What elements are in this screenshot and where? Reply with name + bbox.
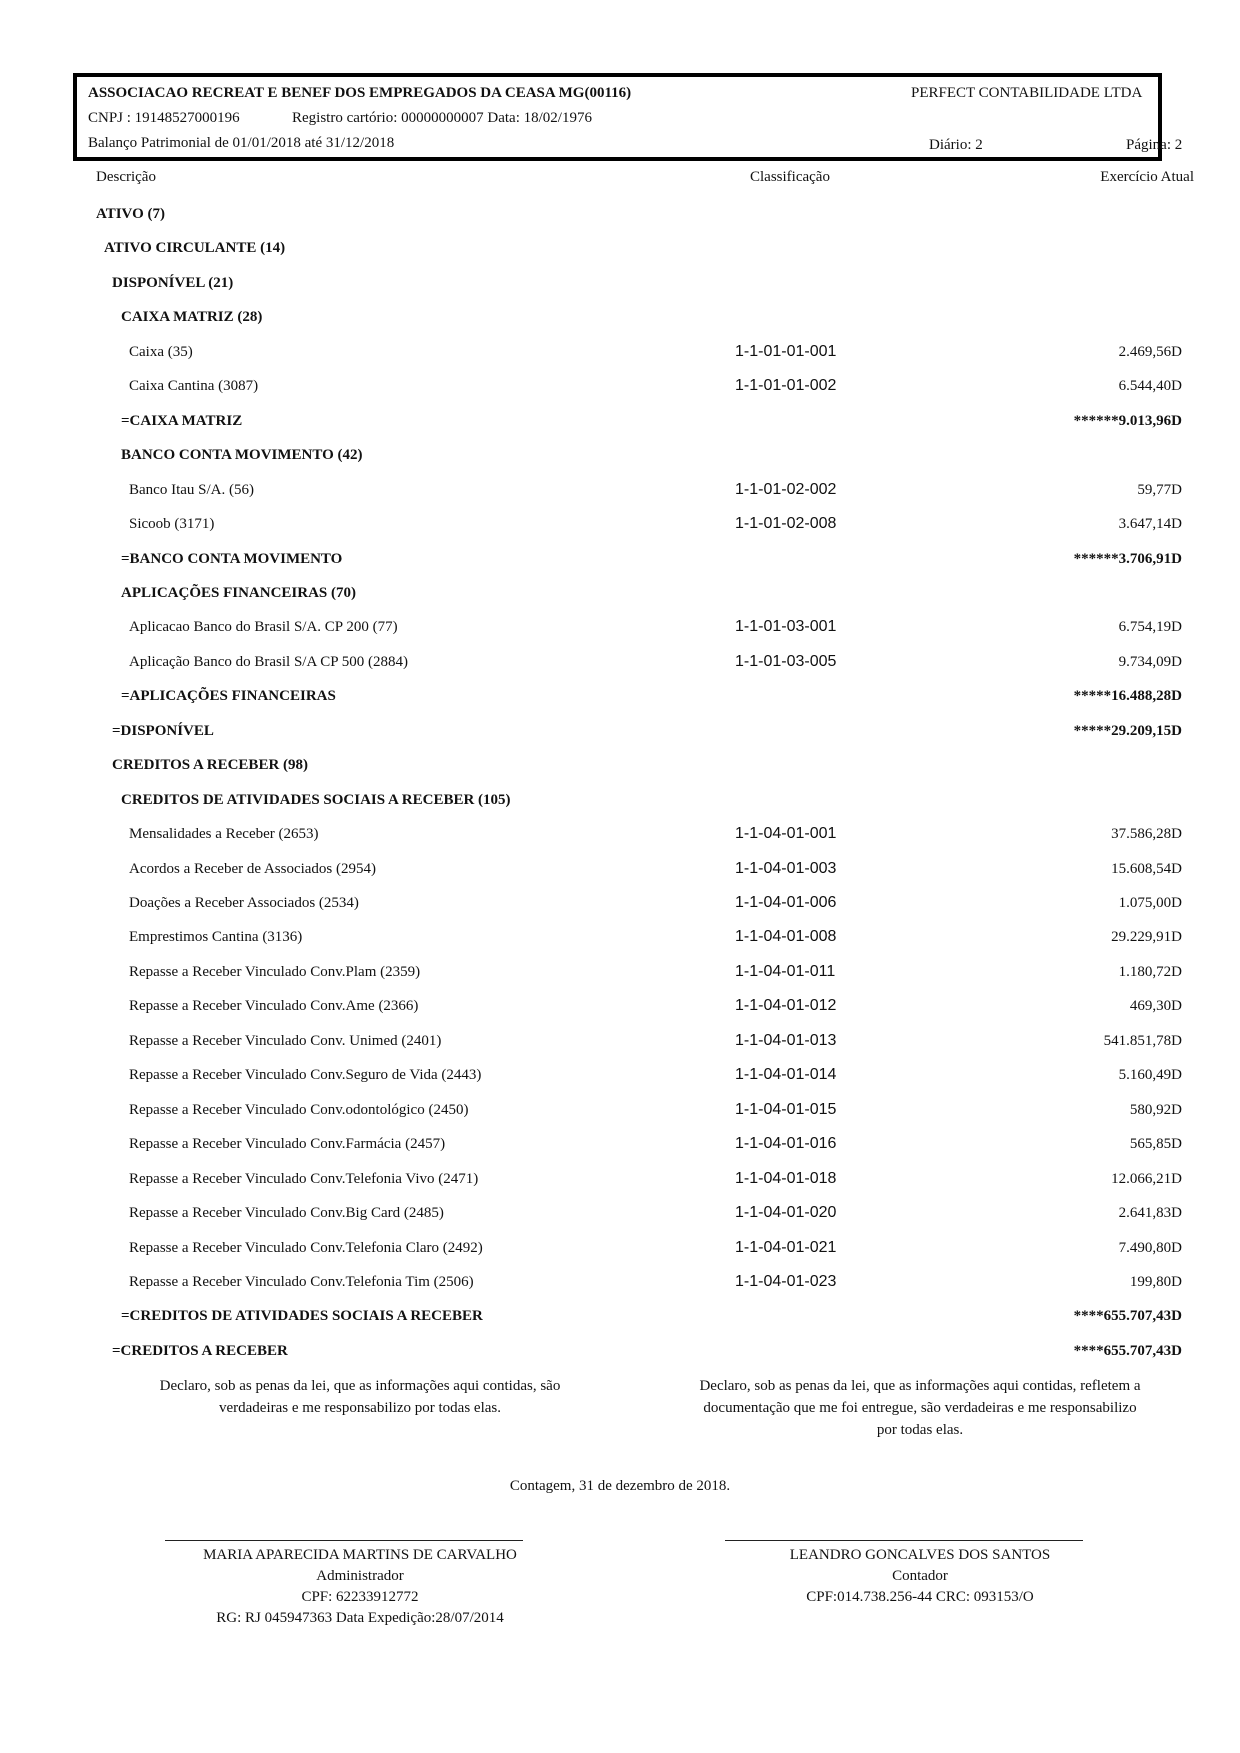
table-row — [0, 995, 1240, 1017]
account-description: =DISPONÍVEL — [112, 722, 214, 739]
account-value: 3.647,14D — [1118, 516, 1182, 533]
account-value: 2.469,56D — [1118, 343, 1182, 360]
group-header-row — [0, 203, 1240, 225]
account-classification: 1-1-01-02-008 — [735, 515, 837, 533]
table-row — [0, 1237, 1240, 1259]
account-classification: 1-1-04-01-016 — [735, 1135, 837, 1153]
table-row — [0, 479, 1240, 501]
account-value: 1.180,72D — [1118, 963, 1182, 980]
account-classification: 1-1-01-03-005 — [735, 652, 837, 670]
subtotal-row — [0, 1305, 1240, 1327]
account-description: CREDITOS A RECEBER (98) — [112, 757, 309, 774]
account-value: 1.075,00D — [1118, 895, 1182, 911]
account-classification: 1-1-04-01-003 — [735, 859, 837, 877]
signer-cpf: CPF:014.738.256-44 CRC: 093153/O — [806, 1589, 1034, 1605]
account-value: 469,30D — [1129, 998, 1182, 1015]
account-classification: 1-1-04-01-001 — [735, 825, 837, 843]
account-classification: 1-1-01-02-002 — [735, 480, 837, 498]
table-row — [0, 375, 1240, 397]
declaration-right-line: Declaro, sob as penas da lei, que as informações aqui contidas, refletem a — [699, 1378, 1141, 1394]
account-value: 5.160,49D — [1118, 1067, 1182, 1084]
table-row — [0, 616, 1240, 638]
account-value: ****655.707,43D — [1073, 1308, 1182, 1325]
account-classification: 1-1-04-01-020 — [735, 1204, 837, 1222]
subtotal-row — [0, 685, 1240, 707]
account-classification: 1-1-04-01-014 — [735, 1066, 837, 1084]
account-value: ******3.706,91D — [1073, 550, 1182, 567]
group-header-row — [0, 306, 1240, 328]
account-description: =APLICAÇÕES FINANCEIRAS — [121, 688, 336, 705]
account-value: 6.544,40D — [1118, 378, 1182, 395]
signature-block-right — [680, 1545, 1160, 1608]
account-value: ****655.707,43D — [1073, 1342, 1182, 1359]
account-description: ATIVO CIRCULANTE (14) — [104, 240, 286, 257]
table-row — [0, 892, 1240, 914]
account-value: *****29.209,15D — [1073, 722, 1182, 739]
account-value: 2.641,83D — [1118, 1205, 1182, 1222]
account-description: Repasse a Receber Vinculado Conv. Unimed (2401) — [129, 1032, 442, 1049]
signer-role: Contador — [892, 1568, 948, 1584]
account-description: Aplicacao Banco do Brasil S/A. CP 200 (77) — [129, 619, 398, 636]
account-description: Mensalidades a Receber (2653) — [129, 826, 319, 843]
signature-line-right — [725, 1540, 1083, 1541]
account-classification: 1-1-04-01-013 — [735, 1031, 837, 1049]
table-row — [0, 1099, 1240, 1121]
account-classification: 1-1-01-01-002 — [735, 377, 837, 395]
account-value: 541.851,78D — [1103, 1032, 1182, 1049]
account-description: BANCO CONTA MOVIMENTO (42) — [121, 447, 363, 464]
registry-info: Registro cartório: 00000000007 Data: 18/02/1976 — [292, 110, 592, 126]
table-row — [0, 858, 1240, 880]
account-classification: 1-1-04-01-023 — [735, 1272, 837, 1290]
account-description: Repasse a Receber Vinculado Conv.Telefonia Tim (2506) — [129, 1273, 474, 1290]
account-description: ATIVO (7) — [96, 206, 166, 222]
group-header-row — [0, 754, 1240, 776]
subtotal-row — [0, 410, 1240, 432]
account-description: CREDITOS DE ATIVIDADES SOCIAIS A RECEBER (105) — [121, 791, 511, 808]
account-description: Sicoob (3171) — [129, 516, 215, 533]
account-classification: 1-1-04-01-011 — [735, 962, 836, 980]
group-header-row — [0, 272, 1240, 294]
declaration-left-line: Declaro, sob as penas da lei, que as informações aqui contidas, são — [159, 1378, 561, 1394]
signature-line-left — [165, 1540, 523, 1541]
table-row — [0, 823, 1240, 845]
account-description: Doações a Receber Associados (2534) — [129, 895, 359, 911]
account-value: 199,80D — [1129, 1273, 1182, 1290]
subtotal-row — [0, 720, 1240, 742]
account-description: Aplicação Banco do Brasil S/A CP 500 (2884) — [129, 653, 408, 670]
declaration-right-line: por todas elas. — [876, 1422, 964, 1438]
account-value: 37.586,28D — [1111, 826, 1182, 843]
account-description: DISPONÍVEL (21) — [112, 274, 234, 291]
account-value: 12.066,21D — [1111, 1170, 1182, 1187]
table-row — [0, 926, 1240, 948]
account-classification: 1-1-04-01-021 — [735, 1238, 837, 1256]
table-row — [0, 1202, 1240, 1224]
table-row — [0, 1133, 1240, 1155]
account-description: Repasse a Receber Vinculado Conv.Telefonia Claro (2492) — [129, 1239, 483, 1256]
account-value: *****16.488,28D — [1073, 688, 1182, 705]
table-row — [0, 961, 1240, 983]
accounting-firm: PERFECT CONTABILIDADE LTDA — [911, 85, 1143, 101]
signer-name: MARIA APARECIDA MARTINS DE CARVALHO — [203, 1547, 517, 1563]
account-description: Emprestimos Cantina (3136) — [129, 929, 303, 946]
account-value: 6.754,19D — [1118, 619, 1182, 636]
page-number: Página: 2 — [1126, 137, 1183, 153]
account-description: Banco Itau S/A. (56) — [129, 481, 254, 498]
account-description: Repasse a Receber Vinculado Conv.Plam (2359) — [129, 963, 421, 980]
table-row — [0, 1168, 1240, 1190]
account-classification: 1-1-04-01-006 — [735, 894, 837, 911]
account-description: CAIXA MATRIZ (28) — [121, 309, 263, 326]
subtotal-row — [0, 548, 1240, 570]
account-description: Repasse a Receber Vinculado Conv.odontológico (2450) — [129, 1101, 469, 1118]
group-header-row — [0, 789, 1240, 811]
signer-rg: RG: RJ 045947363 Data Expedição:28/07/2014 — [216, 1610, 504, 1626]
account-description: Repasse a Receber Vinculado Conv.Ame (2366) — [129, 998, 419, 1015]
account-description: =CREDITOS DE ATIVIDADES SOCIAIS A RECEBER — [121, 1308, 483, 1325]
group-header-row — [0, 582, 1240, 604]
signer-cpf: CPF: 62233912772 — [301, 1589, 419, 1605]
city-date: Contagem, 31 de dezembro de 2018. — [509, 1478, 731, 1494]
account-description: Repasse a Receber Vinculado Conv.Farmácia (2457) — [129, 1136, 446, 1153]
account-description: =CAIXA MATRIZ — [121, 412, 243, 429]
account-value: 565,85D — [1129, 1136, 1182, 1153]
table-row — [0, 1271, 1240, 1293]
declaration-right — [640, 1375, 1200, 1441]
account-classification: 1-1-04-01-008 — [735, 928, 837, 946]
account-value: 15.608,54D — [1111, 860, 1182, 877]
account-value: 29.229,91D — [1111, 929, 1182, 946]
account-description: Caixa (35) — [129, 343, 193, 360]
cnpj: CNPJ : 19148527000196 — [88, 110, 240, 126]
column-header-description: Descrição — [96, 169, 156, 185]
account-value: ******9.013,96D — [1073, 412, 1182, 429]
account-classification: 1-1-04-01-015 — [735, 1100, 837, 1118]
journal-number: Diário: 2 — [929, 137, 983, 153]
table-row — [0, 341, 1240, 363]
table-row — [0, 1064, 1240, 1086]
signature-block-left — [120, 1545, 600, 1629]
declaration-left — [100, 1375, 620, 1419]
account-description: Caixa Cantina (3087) — [129, 378, 259, 395]
group-header-row — [0, 237, 1240, 259]
account-value: 580,92D — [1129, 1101, 1182, 1118]
signer-name: LEANDRO GONCALVES DOS SANTOS — [789, 1547, 1051, 1563]
declaration-left-line: verdadeiras e me responsabilizo por todas elas. — [219, 1400, 501, 1416]
table-row — [0, 513, 1240, 535]
subtotal-row — [0, 1340, 1240, 1362]
signer-role: Administrador — [316, 1568, 404, 1584]
account-description: Repasse a Receber Vinculado Conv.Big Card (2485) — [129, 1205, 444, 1222]
account-description: APLICAÇÕES FINANCEIRAS (70) — [121, 584, 357, 601]
account-value: 59,77D — [1137, 481, 1182, 498]
table-row — [0, 1030, 1240, 1052]
entity-name: ASSOCIACAO RECREAT E BENEF DOS EMPREGADOS DA CEASA MG(00116) — [88, 85, 632, 101]
account-classification: 1-1-01-03-001 — [735, 618, 837, 636]
account-description: Acordos a Receber de Associados (2954) — [129, 860, 377, 877]
account-classification: 1-1-04-01-018 — [735, 1169, 837, 1187]
account-value: 9.734,09D — [1118, 653, 1182, 670]
column-header-current-year: Exercício Atual — [1100, 169, 1194, 185]
account-classification: 1-1-04-01-012 — [735, 997, 837, 1015]
report-period: Balanço Patrimonial de 01/01/2018 até 31/12/2018 — [88, 135, 395, 151]
account-description: =BANCO CONTA MOVIMENTO — [121, 550, 343, 567]
declaration-right-line: documentação que me foi entregue, são verdadeiras e me responsabilizo — [703, 1400, 1137, 1416]
account-value: 7.490,80D — [1118, 1239, 1182, 1256]
account-description: Repasse a Receber Vinculado Conv.Seguro de Vida (2443) — [129, 1067, 482, 1084]
column-header-classification: Classificação — [750, 169, 830, 185]
account-description: Repasse a Receber Vinculado Conv.Telefonia Vivo (2471) — [129, 1170, 479, 1187]
account-classification: 1-1-01-01-001 — [735, 342, 837, 360]
group-header-row — [0, 444, 1240, 466]
table-row — [0, 651, 1240, 673]
account-description: =CREDITOS A RECEBER — [112, 1342, 288, 1359]
